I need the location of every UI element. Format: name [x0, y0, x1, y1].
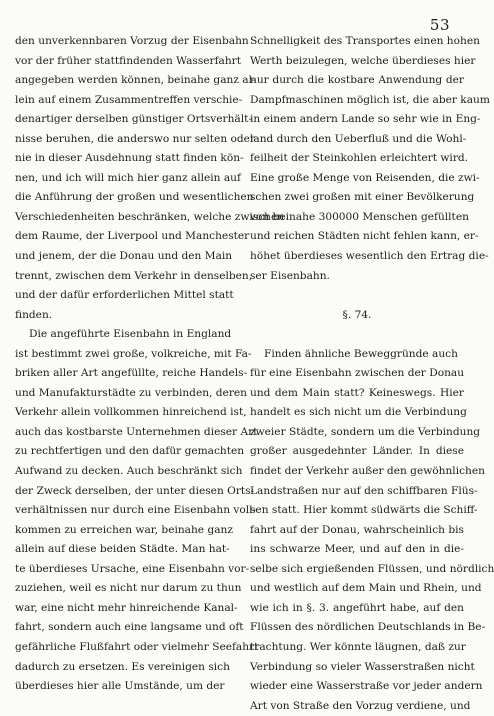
text-line: Schnelligkeit des Transportes einen hohen [250, 35, 480, 47]
text-line: feilheit der Steinkohlen erleichtert wird. [250, 152, 469, 165]
text-line: zuziehen, weil es nicht nur darum zu thun [15, 582, 242, 595]
text-line: handelt es sich nicht um die Verbindung [250, 406, 467, 419]
text-line: von beinahe 300000 Menschen gefüllten [250, 210, 469, 223]
text-line: trennt, zwischen dem Verkehr in denselben, [15, 269, 253, 282]
text-line: kommen zu erreichen war, beinahe ganz [15, 523, 233, 536]
text-line: Eine große Menge von Reisenden, die zwi- [250, 171, 480, 184]
text-line: Verschiedenheiten beschränken, welche zwischen [15, 210, 285, 223]
text-line: den unverkennbaren Vorzug der Eisenbahn [15, 35, 249, 47]
text-line: Verkehr allein vollkommen hinreichend ist, [15, 406, 247, 419]
text-line: te überdieses Ursache, eine Eisenbahn vor- [15, 562, 250, 575]
text-line: Dampfmaschinen möglich ist, die aber kaum [250, 93, 490, 106]
text-line: Werth beizulegen, welche überdieses hier [250, 54, 476, 67]
text-line: Finden ähnliche Beweggründe auch [264, 347, 458, 360]
text-line: und jenem, der die Donau und den Main [15, 250, 233, 263]
text-line: denartiger derselben günstiger Ortsverhält- [15, 113, 252, 126]
text-line [250, 286, 464, 306]
text-line: wie ich in §. 3. angeführt habe, auf den [250, 601, 464, 614]
text-line: selbe sich ergießenden Flüssen, und nördlich [250, 562, 494, 575]
text-line: briken aller Art angefüllte, reiche Handels- [15, 367, 248, 380]
text-line: fahrt auf der Donau, wahrscheinlich bis [250, 523, 464, 536]
text-line: Landstraßen nur auf den schiffbaren Flüs- [250, 484, 478, 497]
text-line: finden. [15, 308, 53, 321]
text-line: angegeben werden können, beinahe ganz al- [15, 74, 256, 87]
text-line: auch das kostbarste Unternehmen dieser Art [15, 425, 258, 438]
text-line: die Anführung der großen und wesentlichen [15, 191, 254, 204]
text-line: land durch den Ueberfluß und die Wohl- [250, 132, 467, 145]
text-line: zweier Städte, sondern um die Verbindung [250, 425, 481, 438]
text-line: Art von Straße den Vorzug verdiene, und [250, 699, 471, 712]
text-line: überdieses hier alle Umstände, um der [15, 680, 225, 693]
text-line: und dem Main statt? Keineswegs. Hier [250, 386, 464, 399]
text-line: Aufwand zu decken. Auch beschränkt sich [15, 465, 243, 478]
text-line: nie in dieser Ausdehnung statt finden kön- [15, 152, 244, 165]
text-line: gefährliche Flußfahrt oder vielmehr Seefahrt [15, 640, 259, 653]
text-line: höhet überdieses wesentlich den Ertrag die- [250, 250, 489, 263]
text-line: lein auf einem Zusammentreffen verschie- [15, 93, 243, 106]
text-line: großer ausgedehnter Länder. In diese [250, 445, 464, 458]
left-text-column [15, 32, 285, 697]
text-line: und der dafür erforderlichen Mittel statt [15, 289, 234, 302]
text-line [250, 325, 464, 345]
text-line: der Zweck derselben, der unter diesen Orts- [15, 484, 255, 497]
section-heading: §. 74. [342, 308, 372, 321]
text-line: nisse beruhen, die anderswo nur selten oder [15, 132, 255, 145]
text-line: in einem andern Lande so sehr wie in Eng- [250, 113, 481, 126]
text-line: allein auf diese beiden Städte. Man hat- [15, 543, 230, 556]
text-line: Die angeführte Eisenbahn in England [29, 328, 232, 341]
text-line: fahrt, sondern auch eine langsame und oft [15, 621, 244, 634]
text-line: sen statt. Hier kommt südwärts die Schiff- [250, 504, 478, 517]
text-line: dadurch zu ersetzen. Es vereinigen sich [15, 660, 230, 673]
right-text-column [250, 32, 494, 716]
text-line: Flüssen des nördlichen Deutschlands in Be- [250, 621, 486, 634]
text-line: und reichen Städten nicht fehlen kann, er- [250, 230, 479, 243]
text-line: zu rechtfertigen und den dafür gemachten [15, 445, 245, 458]
text-line: nen, und ich will mich hier ganz allein auf [15, 171, 241, 184]
text-line: ser Eisenbahn. [250, 269, 330, 282]
text-line: verhältnissen nur durch eine Eisenbahn voll- [15, 504, 257, 517]
text-line: für eine Eisenbahn zwischen der Donau [250, 367, 465, 380]
text-line: nur durch die kostbare Anwendung der [250, 74, 464, 87]
page-number: 53 [429, 16, 450, 34]
text-line: schen zwei großen mit einer Bevölkerung [250, 191, 475, 204]
text-line: wieder eine Wasserstraße vor jeder andern [250, 680, 483, 693]
text-line: und Manufakturstädte zu verbinden, deren [15, 386, 247, 399]
text-line: war, eine nicht mehr hinreichende Kanal- [15, 601, 238, 614]
text-line: und westlich auf dem Main und Rhein, und [250, 582, 482, 595]
text-line: ist bestimmt zwei große, volkreiche, mit Fa- [15, 347, 252, 360]
text-line: trachtung. Wer könnte läugnen, daß zur [250, 640, 466, 653]
text-line: Verbindung so vieler Wasserstraßen nicht [250, 660, 475, 673]
text-line: ins schwarze Meer, und auf den in die- [250, 543, 464, 556]
text-line: findet der Verkehr außer den gewöhnlichen [250, 465, 485, 478]
text-line: vor der früher stattfindenden Wasserfahrt [15, 54, 242, 67]
text-line: dem Raume, der Liverpool und Manchester [15, 230, 250, 243]
